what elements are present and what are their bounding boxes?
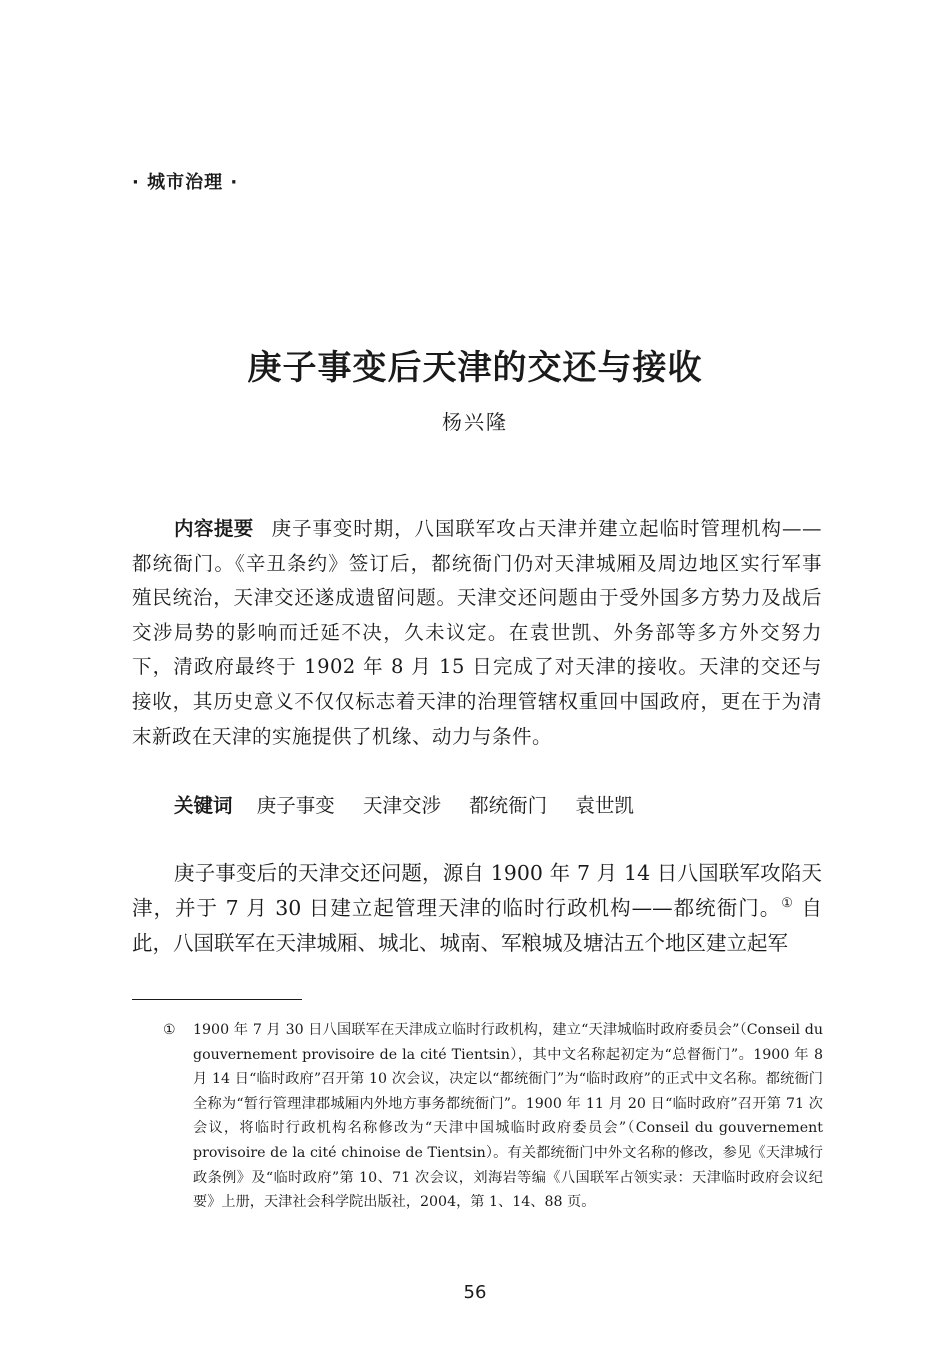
keywords-label: 关键词 (174, 794, 233, 817)
footnote-mark: ① (163, 1022, 176, 1038)
abstract (132, 512, 822, 754)
abstract-label: 内容提要 (174, 517, 254, 540)
abstract-text: 庚子事变时期，八国联军攻占天津并建立起临时管理机构——都统衙门。《辛丑条约》签订后，都统衙门仍对天津城厢及周边地区实行军事殖民统治，天津交还遂成遗留问题。天津交还问题由于受外国多方势力及战后交涉局势的影响而迁延不决，久未议定。在袁世凯、外务部等多方外交努力下，清政府最终于 1902 年 8 月 15 日完成了对天津的接收。天津的交还与接收，其历史意义不仅仅标志着天津的治理管辖权重回中国政府，更在于为清末新政在天津的实施提供了机缘、动力与条件。 (132, 517, 822, 748)
footnote (163, 1018, 823, 1215)
keyword: 袁世凯 (575, 794, 634, 817)
keyword: 都统衙门 (469, 794, 548, 817)
column-tag: · 城市治理 · (132, 172, 239, 193)
page-number: 56 (463, 1282, 487, 1303)
body-text-part: 自此，八国联军在天津城厢、城北、城南、军粮城及塘沽五个地区建立起军 (132, 895, 822, 955)
footnote-separator (132, 999, 302, 1000)
keyword: 庚子事变 (256, 794, 335, 817)
keywords (174, 791, 656, 821)
article-title: 庚子事变后天津的交还与接收 (247, 348, 703, 388)
footnote-reference[interactable]: ① (781, 895, 794, 911)
article-author: 杨兴隆 (442, 410, 508, 434)
body-paragraph (132, 856, 822, 960)
footnote-text: 1900 年 7 月 30 日八国联军在天津成立临时行政机构，建立“天津城临时政府委员会”（Conseil du gouvernement provisoire de la cité Tientsin），其中文名称起初定为“总督衙门”。1900 年 8 月 14 日“临时政府”召开第 10 次会议，决定以“都统衙门”为“临时政府”的正式中文名称。都统衙门全称为“暂行管理津郡城厢内外地方事务都统衙门”。1900 年 11 月 20 日“临时政府”召开第 71 次会议，将临时行政机构名称修改为“天津中国城临时政府委员会”（Conseil du gouvernement provisoire de la cité chinoise de Tientsin）。有关都统衙门中外文名称的修改，参见《天津城行政条例》及“临时政府”第 10、71 次会议，刘海岩等编《八国联军占领实录：天津临时政府会议纪要》上册，天津社会科学院出版社，2004，第 1、14、88 页。 (193, 1022, 823, 1211)
keyword: 天津交涉 (362, 794, 441, 817)
body-text-part: 庚子事变后的天津交还问题，源自 1900 年 7 月 14 日八国联军攻陷天津，并于 7 月 30 日建立起管理天津的临时行政机构——都统衙门。 (132, 861, 822, 920)
